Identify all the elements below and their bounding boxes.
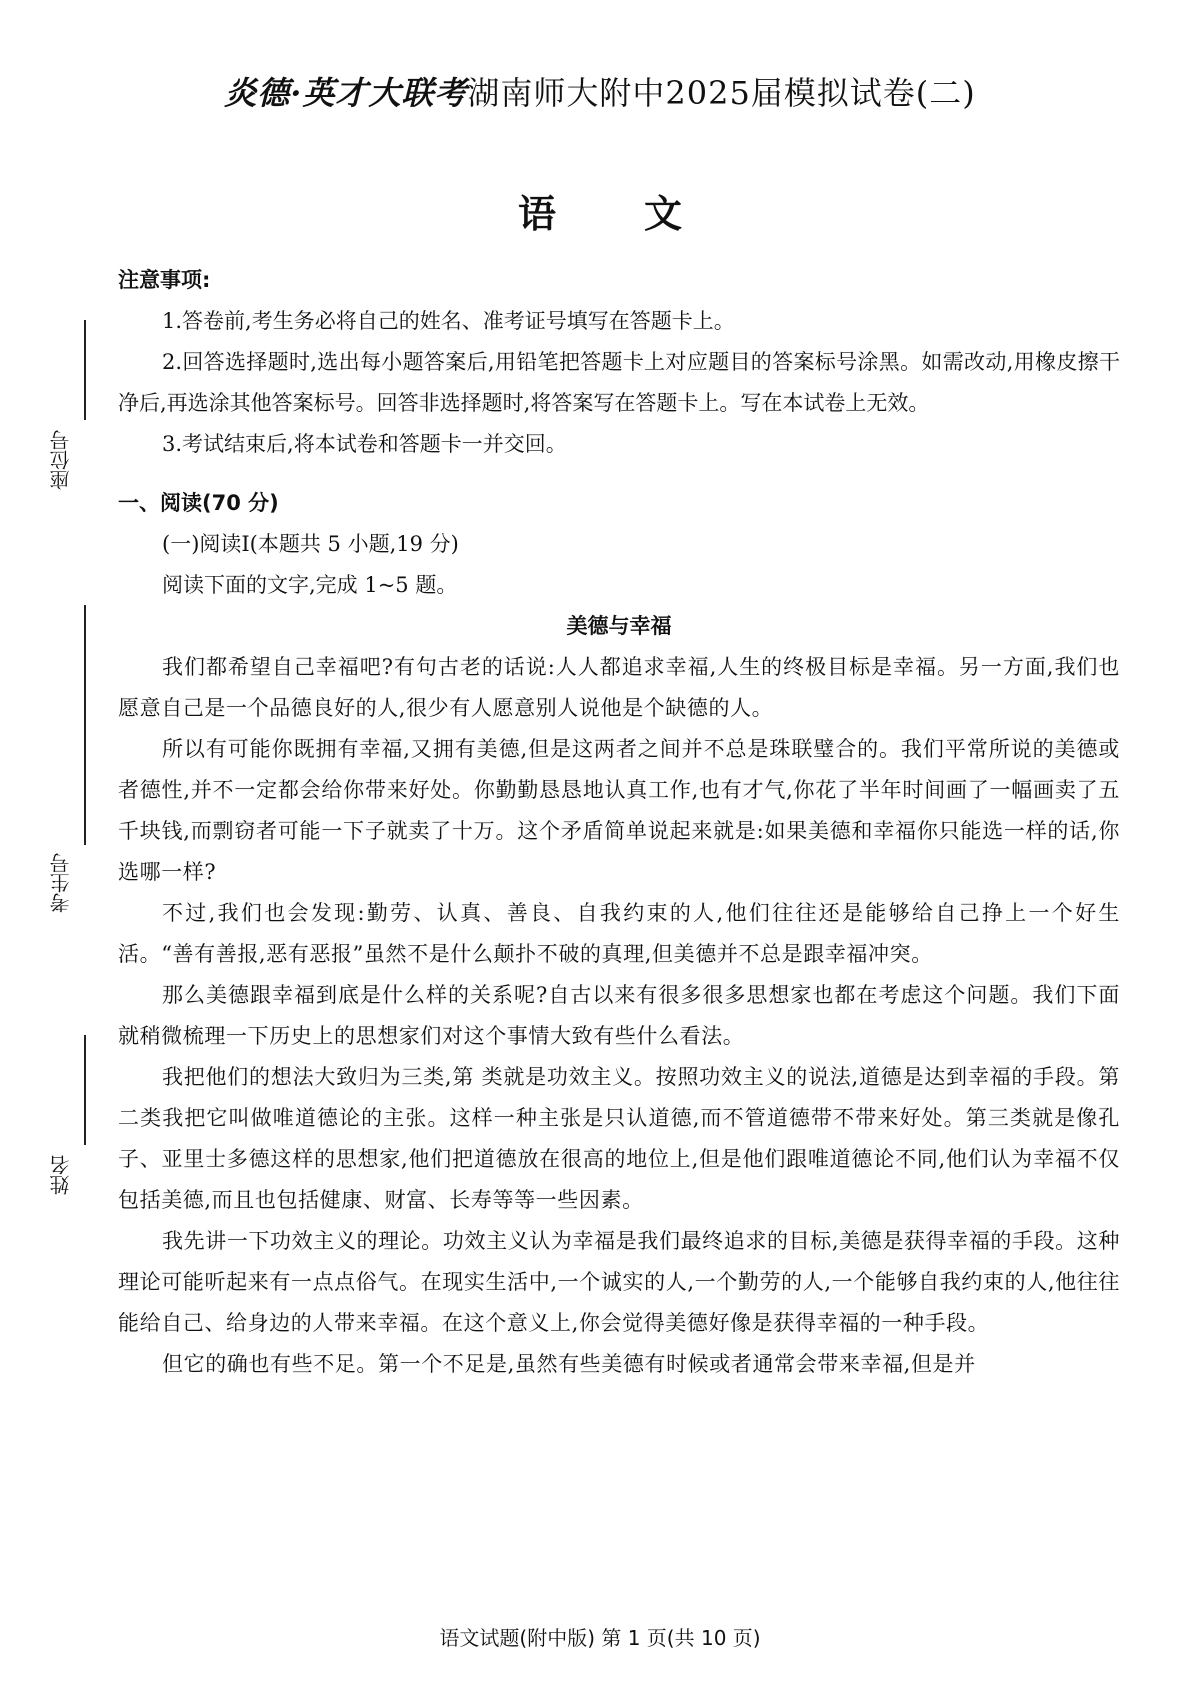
subject-char-2: 文 [644, 191, 683, 236]
section-heading: 一、阅读(70 分) [118, 491, 279, 515]
exam-name: 湖南师大附中2025届模拟试卷(二) [467, 74, 976, 112]
article-paragraph: 但它的确也有些不足。第一个不足是,虽然有些美德有时候或者通常会带来幸福,但是并 [162, 1352, 976, 1376]
page-header-title [0, 68, 1200, 114]
notice-item: 3.考试结束后,将本试卷和答题卡一并交回。 [162, 432, 567, 456]
page-footer: 语文试题(附中版) 第 1 页(共 10 页) [439, 1626, 761, 1650]
notice-heading: 注意事项: [118, 268, 211, 292]
article-paragraph: 那么美德跟幸福到底是什么样的关系呢?自古以来有很多很多思想家也都在考虑这个问题。我们下面就稍微梳理一下历史上的思想家们对这个事情大致有些什么看法。 [118, 983, 1120, 1048]
subject-title [0, 183, 1200, 238]
exam-number-line [84, 605, 86, 845]
exam-number-field [46, 605, 86, 915]
article-paragraph: 所以有可能你既拥有幸福,又拥有美德,但是这两者之间并不总是珠联璧合的。我们平常所说的美德或者德性,并不一定都会给你带来好处。你勤勤恳恳地认真工作,也有才气,你花了半年时间画了一幅画卖了五千块钱,而剽窃者可能一下子就卖了十万。这个矛盾简单说起来就是:如果美德和幸福你只能选一样的话,你选哪一样? [118, 737, 1120, 884]
exam-brand: 炎德·英才大联考 [224, 74, 468, 112]
article-paragraph: 不过,我们也会发现:勤劳、认真、善良、自我约束的人,他们往往还是能够给自己挣上一个好生活。“善有善报,恶有恶报”虽然不是什么颠扑不破的真理,但美德并不总是跟幸福冲突。 [118, 901, 1120, 966]
notice-item: 2.回答选择题时,选出每小题答案后,用铅笔把答题卡上对应题目的答案标号涂黑。如需改动,用橡皮擦干净后,再选涂其他答案标号。回答非选择题时,将答案写在答题卡上。写在本试卷上无效。 [118, 350, 1120, 415]
subsection-heading: (一)阅读Ⅰ(本题共 5 小题,19 分) [162, 532, 459, 556]
page-content [118, 260, 1120, 1385]
article-paragraph: 我们都希望自己幸福吧?有句古老的话说:人人都追求幸福,人生的终极目标是幸福。另一方面,我们也愿意自己是一个品德良好的人,很少有人愿意别人说他是个缺德的人。 [118, 655, 1120, 720]
reading-instruction: 阅读下面的文字,完成 1~5 题。 [162, 573, 458, 597]
article-paragraph: 我把他们的想法大致归为三类,第 类就是功效主义。按照功效主义的说法,道德是达到幸福的手段。第二类我把它叫做唯道德论的主张。这样一种主张是只认道德,而不管道德带不带来好处。第三类就是像孔子、亚里士多德这样的思想家,他们把道德放在很高的地位上,但是他们跟唯道德论不同,他们认为幸福不仅包括美德,而且也包括健康、财富、长寿等等一些因素。 [118, 1065, 1120, 1212]
seat-number-field [46, 320, 86, 520]
exam-number-label: 考生号 [49, 853, 73, 913]
notice-item: 1.答卷前,考生务必将自己的姓名、准考证号填写在答题卡上。 [162, 309, 735, 333]
name-field [46, 1035, 86, 1205]
subject-char-1: 语 [517, 191, 556, 236]
article-paragraph: 我先讲一下功效主义的理论。功效主义认为幸福是我们最终追求的目标,美德是获得幸福的手段。这种理论可能听起来有一点点俗气。在现实生活中,一个诚实的人,一个勤劳的人,一个能够自我约束的人,他往往能给自己、给身边的人带来幸福。在这个意义上,你会觉得美德好像是获得幸福的一种手段。 [118, 1229, 1120, 1335]
seat-number-label: 座位号 [49, 430, 73, 490]
name-label: 姓名 [49, 1155, 73, 1195]
article-title: 美德与幸福 [566, 614, 672, 638]
name-line [84, 1035, 86, 1145]
seat-number-line [84, 320, 86, 420]
